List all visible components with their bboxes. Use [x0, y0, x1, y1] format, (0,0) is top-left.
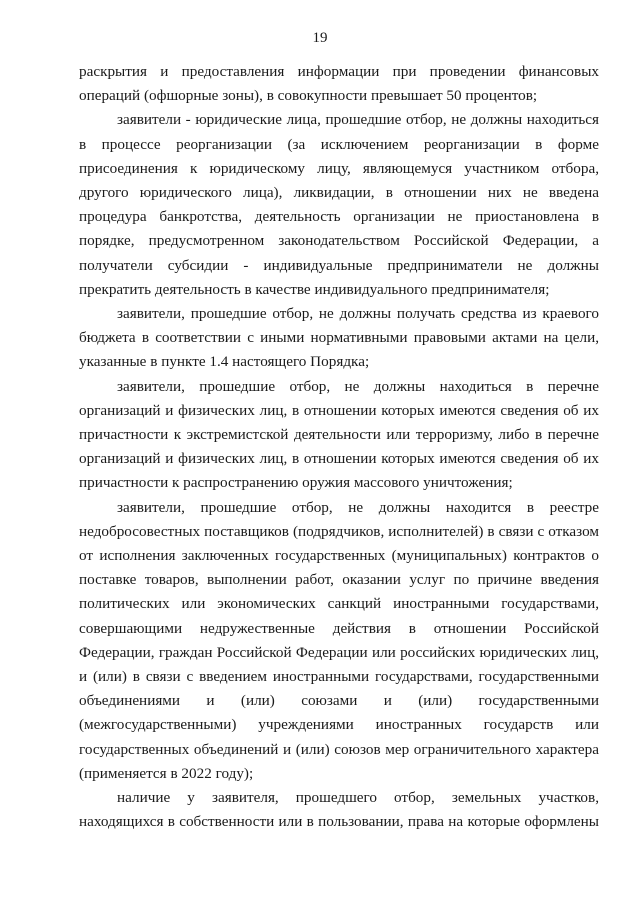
text-line: порядке, предусмотренном законодательством Российской Федерации, а [79, 232, 599, 250]
text-line: процедура банкротства, деятельность организации не приостановлена в [79, 208, 599, 226]
text-line: находящихся в собственности или в пользовании, права на которые оформлены [79, 813, 599, 831]
text-line: государственных объединений и (или) союзов мер ограничительного характера [79, 740, 599, 758]
text-line: раскрытия и предоставления информации при проведении финансовых [79, 63, 599, 80]
text-line: присоединения к юридическому лицу, являющемуся участником отбора, [79, 159, 599, 177]
text-line: совершающими недружественные действия в отношении Российской [79, 619, 599, 637]
text-line: причастности к распространению оружия массового уничтожения; [79, 474, 513, 492]
text-line: политических или экономических санкций иностранными государствами, [79, 595, 599, 613]
paragraph [79, 786, 599, 834]
text-line: наличие у заявителя, прошедшего отбор, земельных участков, [117, 789, 599, 807]
text-line: заявители - юридические лица, прошедшие отбор, не должны находиться [117, 111, 599, 129]
paragraph [79, 302, 599, 375]
text-line: от исполнения заключенных государственных (муниципальных) контрактов о [79, 547, 599, 565]
text-line: заявители, прошедшие отбор, не должны находится в реестре [117, 498, 599, 516]
text-line: другого юридического лица), ликвидации, в отношении них не введена [79, 184, 599, 202]
text-line: и (или) в связи с введением иностранными государствами, государственными [79, 668, 599, 686]
text-line: организаций и физических лиц, в отношении которых имеются сведения об их [79, 401, 599, 419]
text-line: операций (офшорные зоны), в совокупности превышает 50 процентов; [79, 87, 538, 105]
page-number: 19 [312, 30, 328, 46]
text-line: (применяется в 2022 году); [79, 764, 254, 782]
text-line: заявители, прошедшие отбор, не должны находиться в перечне [117, 377, 599, 395]
paragraph [79, 108, 599, 302]
text-line: указанные в пункте 1.4 настоящего Порядка; [79, 353, 370, 371]
text-line: Федерации, граждан Российской Федерации или российских юридических лиц, [79, 643, 599, 661]
paragraph [79, 375, 599, 496]
text-line: поставке товаров, выполнении работ, оказании услуг по причине введения [79, 571, 599, 589]
text-line: прекратить деятельность в качестве индивидуального предпринимателя; [79, 280, 550, 298]
text-line: (межгосударственными) учреждениями иностранных государств или [79, 716, 599, 734]
text-line: в процессе реорганизации (за исключением реорганизации в форме [79, 135, 599, 153]
text-line: объединениями и (или) союзами и (или) государственными [79, 692, 599, 710]
text-line: получатели субсидии - индивидуальные предприниматели не должны [79, 256, 599, 274]
text-line: причастности к экстремистской деятельности или терроризму, либо в перечне [79, 426, 599, 444]
text-line: недобросовестных поставщиков (подрядчиков, исполнителей) в связи с отказом [79, 522, 599, 540]
paragraph [79, 496, 599, 786]
text-line: заявители, прошедшие отбор, не должны получать средства из краевого [117, 305, 599, 323]
text-line: организаций и физических лиц, в отношении которых имеются сведения об их [79, 450, 599, 468]
paragraph [79, 60, 599, 108]
document-body [79, 60, 599, 835]
text-line: бюджета в соответствии с иными нормативными правовыми актами на цели, [79, 329, 599, 347]
